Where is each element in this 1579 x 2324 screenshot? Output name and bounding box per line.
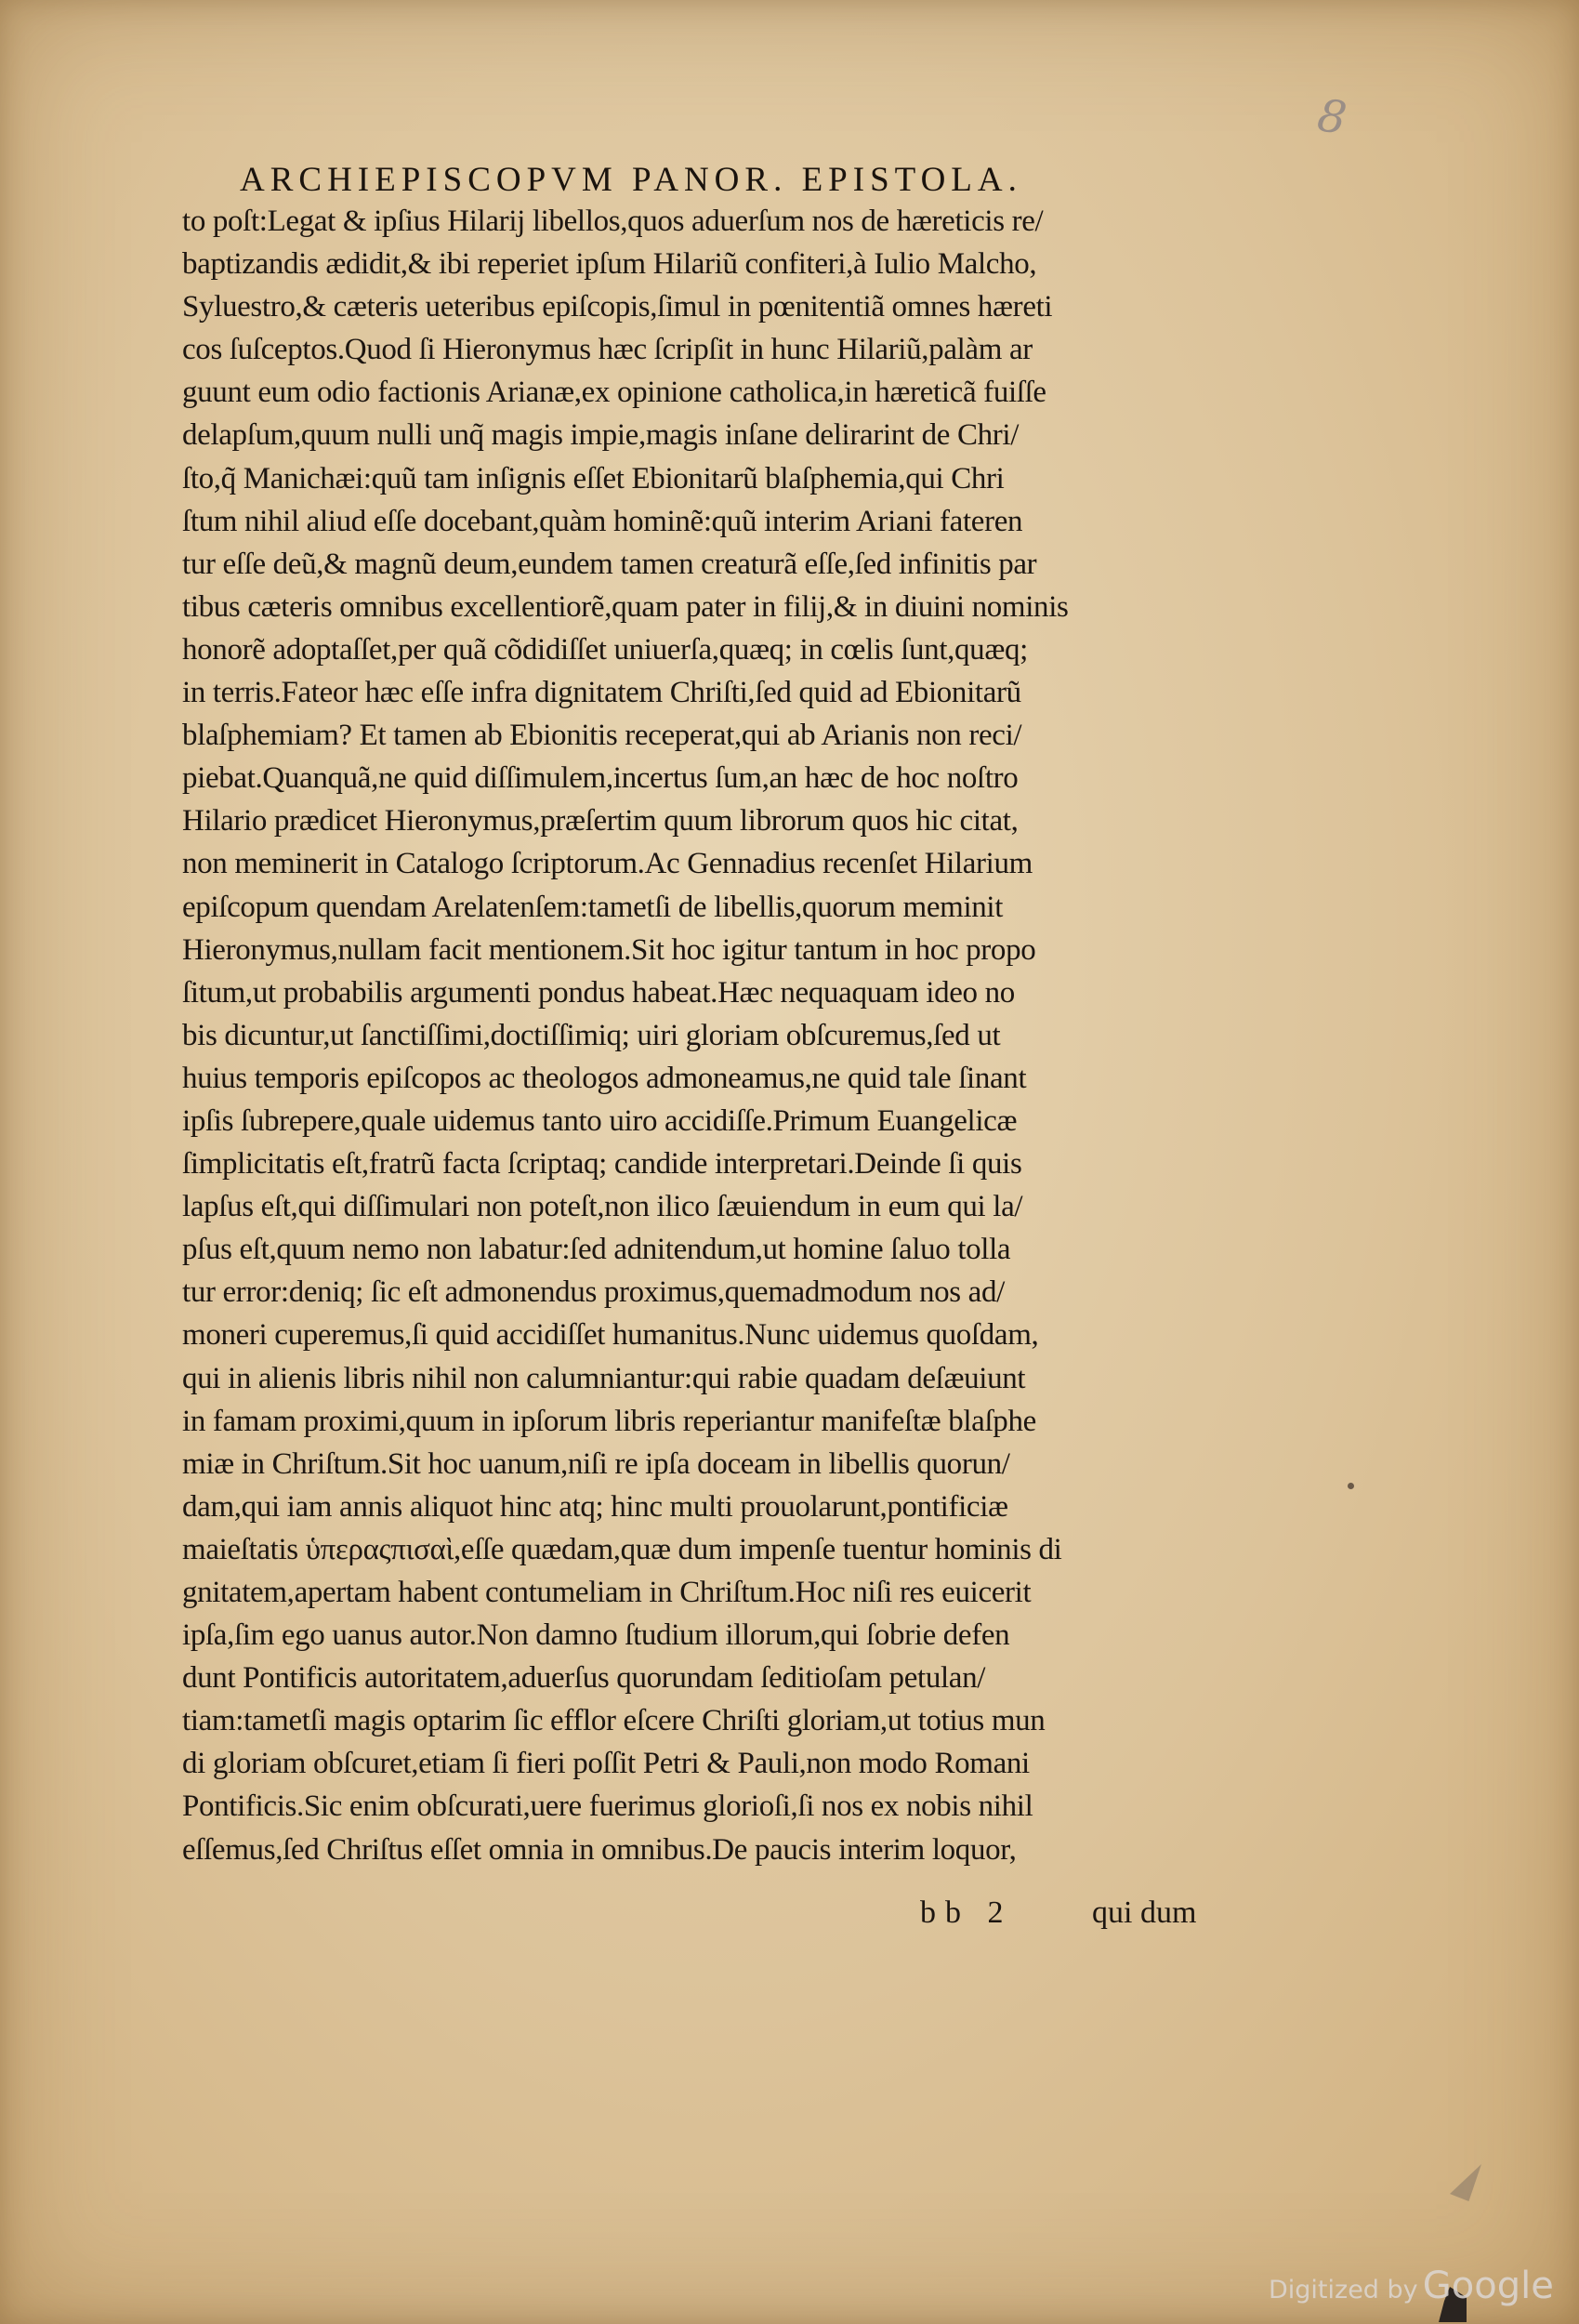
text-line: dunt Pontificis autoritatem,aduerſus quorundam ſeditioſam petulan/ — [182, 1661, 986, 1696]
running-head: ARCHIEPISCOPVM PANOR. EPISTOLA. — [240, 161, 1022, 199]
text-line: pſus eſt,quum nemo non labatur:ſed adnitendum,ut homine ſaluo tolla — [182, 1233, 1011, 1267]
catchword: qui dum — [1092, 1895, 1197, 1930]
signature-mark: bb 2 — [920, 1895, 1013, 1930]
text-line: qui in alienis libris nihil non calumniantur:qui rabie quadam deſæuiunt — [182, 1361, 1026, 1395]
watermark-brand: Google — [1422, 2265, 1554, 2307]
text-line: eſſemus,ſed Chriſtus eſſet omnia in omnibus.De paucis interim loquor, — [182, 1832, 1017, 1867]
text-line: non meminerit in Catalogo ſcriptorum.Ac Gennadius recenſet Hilarium — [182, 847, 1033, 881]
folio-number: 8 — [1314, 89, 1350, 145]
text-line: ipſis ſubrepere,quale uidemus tanto uiro accidiſſe.Primum Euangelicæ — [182, 1103, 1018, 1138]
text-line: ſto,q̃ Manichæi:quũ tam inſignis eſſet Ebionitarũ blaſphemia,qui Chri — [182, 461, 1005, 495]
text-line: moneri cuperemus,ſi quid accidiſſet humanitus.Nunc uidemus quoſdam, — [182, 1318, 1039, 1353]
text-line: to poſt:Legat & ipſius Hilarij libellos,quos aduerſum nos de hæreticis re/ — [182, 205, 1044, 238]
watermark-prefix: Digitized by — [1269, 2276, 1418, 2304]
text-line: ſitum,ut probabilis argumenti pondus habeat.Hæc nequaquam ideo no — [182, 975, 1015, 1010]
text-line: maieſtatis ὑπεραςπισαὶ,eſſe quædam,quæ dum impenſe tuentur hominis di — [182, 1532, 1062, 1566]
text-line: cos ſuſceptos.Quod ſi Hieronymus hæc ſcripſit in hunc Hilariũ,palàm ar — [182, 333, 1033, 367]
text-line: Pontificis.Sic enim obſcurati,uere fuerimus glorioſi,ſi nos ex nobis nihil — [182, 1789, 1033, 1824]
text-line: in terris.Fateor hæc eſſe infra dignitatem Chriſti,ſed quid ad Ebionitarũ — [182, 676, 1021, 710]
text-line: tibus cæteris omnibus excellentiorẽ,quam pater in filij,& in diuini nominis — [182, 589, 1069, 624]
text-line: delapſum,quum nulli unq̃ magis impie,magis inſane delirarint de Chri/ — [182, 418, 1020, 453]
text-line: honorẽ adoptaſſet,per quã cõdidiſſet uniuerſa,quæq; in cœlis ſunt,quæq; — [182, 632, 1028, 667]
text-line: epiſcopum quendam Arelatenſem:tametſi de libellis,quorum meminit — [182, 890, 1004, 924]
text-line: dam,qui iam annis aliquot hinc atq; hinc multi prouolarunt,pontificiæ — [182, 1489, 1008, 1524]
text-line: Hilario prædicet Hieronymus,præſertim quum librorum quos hic citat, — [182, 804, 1019, 838]
text-line: in famam proximi,quum in ipſorum libris reperiantur manifeſtæ blaſphe — [182, 1404, 1036, 1438]
text-line: blaſphemiam? Et tamen ab Ebionitis receperat,qui ab Arianis non reci/ — [182, 719, 1022, 753]
text-line: ipſa,ſim ego uanus autor.Non damno ſtudium illorum,qui ſobrie defen — [182, 1618, 1010, 1653]
ink-spot — [1348, 1483, 1354, 1489]
text-line: ſimplicitatis eſt,fratrũ facta ſcriptaq; candide interpretari.Deinde ſi quis — [182, 1147, 1022, 1182]
text-line: ſtum nihil aliud eſſe docebant,quàm hominẽ:quũ interim Ariani fateren — [182, 504, 1023, 538]
text-line: baptizandis ædidit,& ibi reperiet ipſum Hilariũ confiteri,à Iulio Malcho, — [182, 247, 1037, 282]
text-line: guunt eum odio factionis Arianæ,ex opinione catholica,in hæreticã fuiſſe — [182, 376, 1046, 410]
text-line: huius temporis epiſcopos ac theologos admoneamus,ne quid tale ſinant — [182, 1061, 1027, 1095]
body-text — [182, 200, 1251, 1871]
text-line: lapſus eſt,qui diſſimulari non poteſt,non ilico ſæuiendum in eum qui la/ — [182, 1190, 1023, 1224]
text-line: miæ in Chriſtum.Sit hoc uanum,niſi re ipſa doceam in libellis quorun/ — [182, 1446, 1010, 1481]
text-line: di gloriam obſcuret,etiam ſi fieri poſſit Petri & Pauli,non modo Romani — [182, 1747, 1030, 1781]
text-line: Syluestro,& cæteris ueteribus epiſcopis,ſimul in pœnitentiã omnes hæreti — [182, 290, 1053, 324]
text-line: bis dicuntur,ut ſanctiſſimi,doctiſſimiq; uiri gloriam obſcuremus,ſed ut — [182, 1018, 1001, 1052]
digitizer-watermark — [1269, 2265, 1554, 2307]
text-line: tiam:tametſi magis optarim ſic efflor eſcere Chriſti gloriam,ut totius mun — [182, 1704, 1046, 1738]
text-line: tur error:deniq; ſic eſt admonendus proximus,quemadmodum nos ad/ — [182, 1275, 1005, 1310]
paper-stain — [1450, 2164, 1481, 2201]
text-line: gnitatem,apertam habent contumeliam in Chriſtum.Hoc niſi res euicerit — [182, 1576, 1032, 1609]
text-line: tur eſſe deũ,& magnũ deum,eundem tamen creaturã eſſe,ſed infinitis par — [182, 547, 1037, 581]
text-line: piebat.Quanquã,ne quid diſſimulem,incertus ſum,an hæc de hoc noſtro — [182, 761, 1019, 796]
text-line: Hieronymus,nullam facit mentionem.Sit hoc igitur tantum in hoc propo — [182, 932, 1036, 967]
